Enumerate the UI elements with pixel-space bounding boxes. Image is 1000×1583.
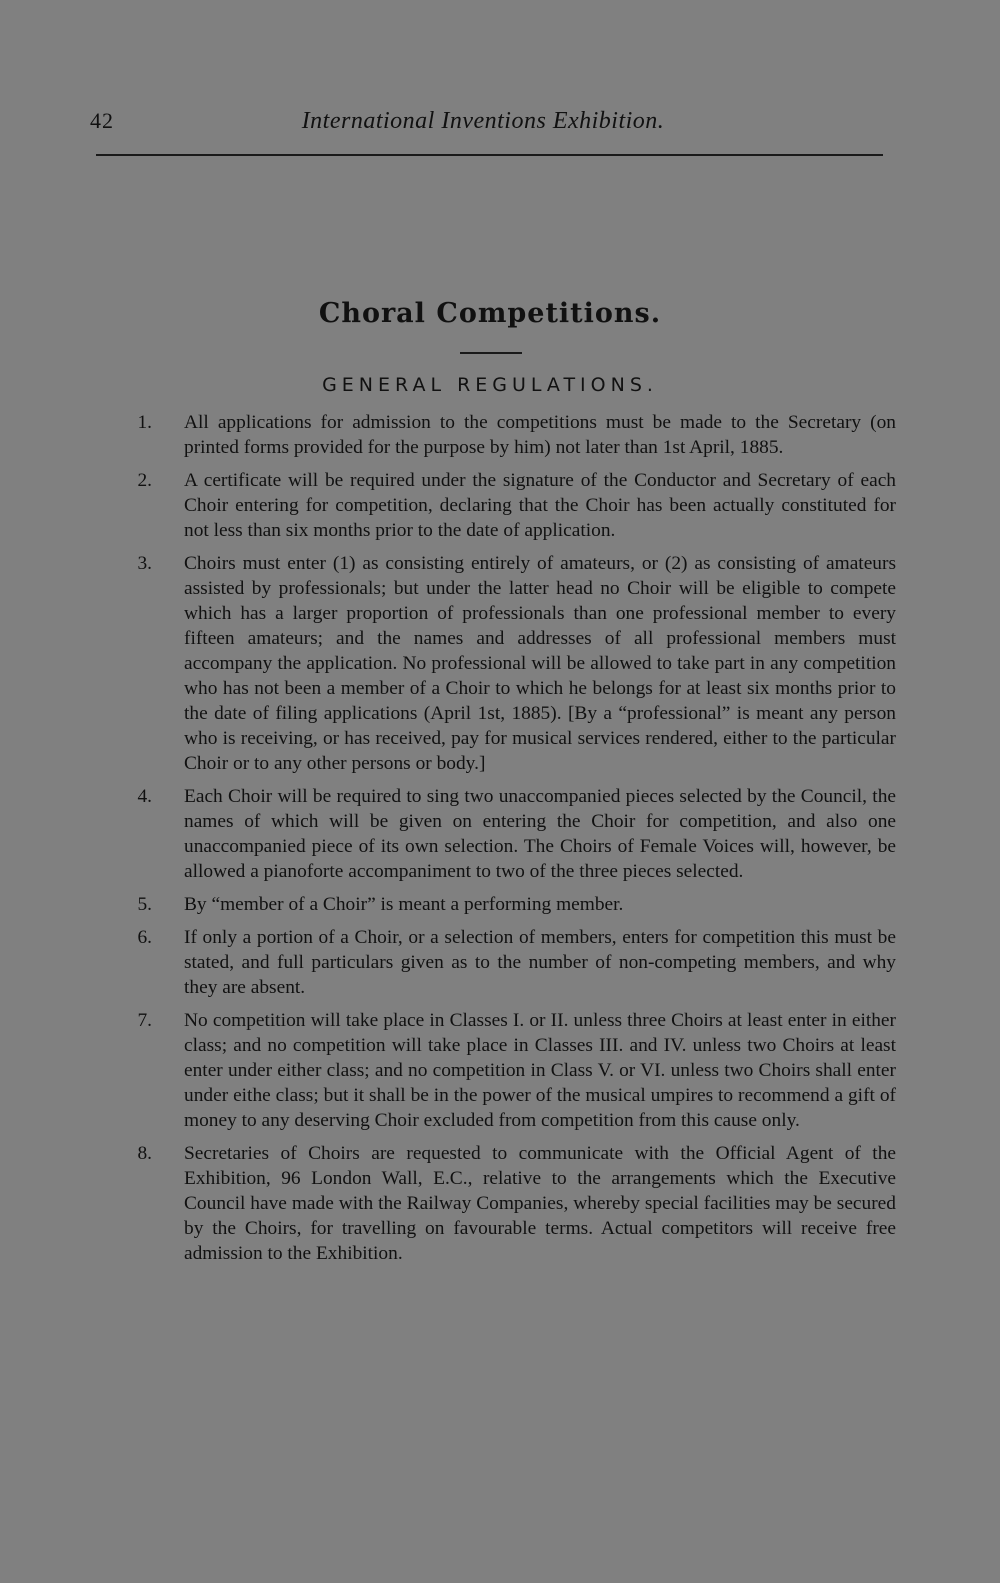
page-number: 42 — [90, 108, 114, 133]
regulation-text: Secretaries of Choirs are requested to communicate with the Official Agent of the Exhibition, 96 London Wall, E.C., relative to the arrangements which the Executive Council have made with the Railway Companies, whereby special facilities may be secured by the Choirs, for travelling on favourable terms. Actual competitors will receive free admission to the Exhibition. — [184, 1143, 896, 1264]
regulation-number: 7. — [137, 1010, 152, 1031]
regulation-item — [126, 784, 896, 884]
regulation-text: All applications for admission to the competitions must be made to the Secretary (on printed forms provided for the purpose by him) not later than 1st April, 1885. — [184, 412, 896, 458]
regulation-item — [126, 1008, 896, 1133]
regulation-item — [126, 892, 896, 917]
regulation-text: A certificate will be required under the signature of the Conductor and Secretary of each Choir entering for competition, declaring that the Choir has been actually constituted for not less than six months prior to the date of application. — [184, 470, 896, 541]
regulation-text: By “member of a Choir” is meant a performing member. — [184, 894, 624, 915]
regulation-item — [126, 925, 896, 1000]
regulation-text: Choirs must enter (1) as consisting entirely of amateurs, or (2) as consisting of amateurs assisted by professionals; but under the latter head no Choir will be eligible to compete which has a larger proportion of professionals than one professional member to every fifteen amateurs; and the names and addresses of all professional members must accompany the application. No professional will be allowed to take part in any competition who has not been a member of a Choir to which he belongs for at least six months prior to the date of filing applications (April 1st, 1885). [By a “professional” is meant any person who is receiving, or has received, pay for musical services rendered, either to the particular Choir or to any other persons or body.] — [184, 553, 896, 774]
running-head — [88, 108, 878, 138]
regulation-number: 6. — [137, 927, 152, 948]
regulation-text: No competition will take place in Classes I. or II. unless three Choirs at least enter in either class; and no competition will take place in Classes III. and IV. unless two Choirs at least enter under either class; and no competition in Class V. or VI. unless two Choirs shall enter under eithe class; but it shall be in the power of the musical umpires to recommend a gift of money to any deserving Choir excluded from competition from this cause only. — [184, 1010, 896, 1131]
regulation-text: If only a portion of a Choir, or a selection of members, enters for competition this must be stated, and full particulars given as to the number of non-competing members, and why they are absent. — [184, 927, 896, 998]
regulation-number: 5. — [137, 894, 152, 915]
regulation-number: 1. — [137, 412, 152, 433]
title-rule — [460, 352, 522, 354]
regulation-item — [126, 1141, 896, 1266]
regulation-item — [126, 410, 896, 460]
regulation-number: 3. — [137, 553, 152, 574]
regulation-item — [126, 551, 896, 776]
regulations-list — [126, 410, 896, 1274]
regulation-item — [126, 468, 896, 543]
regulation-number: 2. — [137, 470, 152, 491]
regulation-number: 4. — [137, 786, 152, 807]
header-rule — [96, 154, 883, 156]
regulations-heading: GENERAL REGULATIONS. — [322, 374, 658, 396]
section-title: Choral Competitions. — [318, 298, 662, 329]
regulation-number: 8. — [137, 1143, 152, 1164]
regulation-text: Each Choir will be required to sing two unaccompanied pieces selected by the Council, the names of which will be given on entering the Choir for competition, and also one unaccompanied piece of its own selection. The Choirs of Female Voices will, however, be allowed a pianoforte accompaniment to two of the three pieces selected. — [184, 786, 896, 882]
running-title: International Inventions Exhibition. — [301, 108, 665, 134]
